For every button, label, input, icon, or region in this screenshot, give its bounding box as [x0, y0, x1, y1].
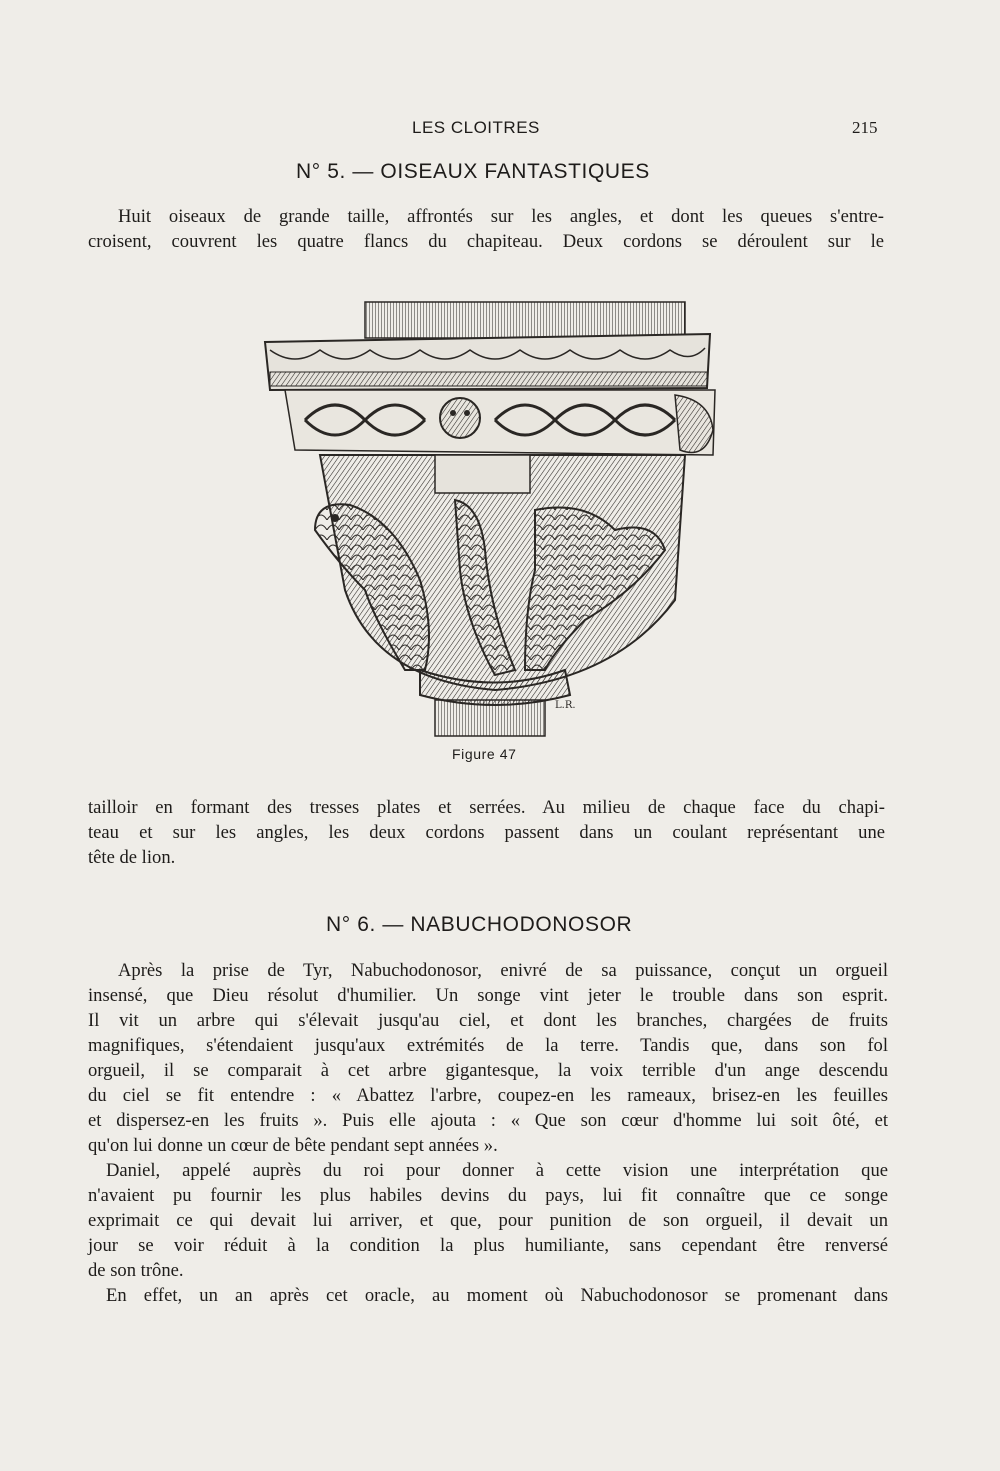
engraver-signature: L.R.	[555, 700, 576, 711]
section-6-paragraph-2	[88, 1158, 888, 1283]
text-line: de son trône.	[88, 1260, 184, 1281]
text-line: tailloir en formant des tresses plates et serrées. Au milieu de chaque face du chapi-	[88, 797, 885, 818]
text-line: Daniel, appelé auprès du roi pour donner à cette vision une interprétation que	[106, 1160, 888, 1181]
section-6-paragraph-1	[88, 958, 888, 1158]
section-6-title: N° 6. — NABUCHODONOSOR	[326, 913, 633, 936]
text-line: orgueil, il se comparait à cet arbre gigantesque, la voix terrible d'un ange descendu	[88, 1060, 888, 1081]
figure-caption: Figure 47	[452, 746, 517, 762]
text-line: qu'on lui donne un cœur de bête pendant sept années ».	[88, 1135, 498, 1156]
text-line: Il vit un arbre qui s'élevait jusqu'au ciel, et dont les branches, chargées de fruits	[88, 1010, 888, 1031]
text-line: jour se voir réduit à la condition la plus humiliante, sans cependant être renversé	[88, 1235, 888, 1256]
page-number: 215	[852, 118, 878, 137]
running-head	[0, 118, 1000, 142]
text-line: Huit oiseaux de grande taille, affrontés sur les angles, et dont les queues s'entre-	[118, 206, 884, 227]
capital-engraving	[255, 290, 725, 740]
capital-engraving-image	[255, 290, 725, 740]
section-6-paragraph-3	[88, 1283, 888, 1308]
text-line: magnifiques, s'étendaient jusqu'aux extrémités de la terre. Tandis que, dans son fol	[88, 1035, 888, 1056]
running-title: LES CLOITRES	[412, 118, 540, 137]
text-line: teau et sur les angles, les deux cordons passent dans un coulant représentant une	[88, 822, 885, 843]
text-line: En effet, un an après cet oracle, au moment où Nabuchodonosor se promenant dans	[106, 1285, 888, 1306]
text-line: n'avaient pu fournir les plus habiles devins du pays, lui fit connaître que ce songe	[88, 1185, 888, 1206]
text-line: insensé, que Dieu résolut d'humilier. Un songe vint jeter le trouble dans son esprit.	[88, 985, 888, 1006]
text-line: exprimait ce qui devait lui arriver, et que, pour punition de son orgueil, il devait un	[88, 1210, 888, 1231]
text-line: croisent, couvrent les quatre flancs du chapiteau. Deux cordons se déroulent sur le	[88, 231, 884, 252]
text-line: tête de lion.	[88, 847, 176, 868]
section-5-title: N° 5. — OISEAUX FANTASTIQUES	[296, 160, 650, 183]
text-line: et dispersez-en les fruits ». Puis elle ajouta : « Que son cœur d'homme lui soit ôté, et	[88, 1110, 888, 1131]
text-line: Après la prise de Tyr, Nabuchodonosor, enivré de sa puissance, conçut un orgueil	[118, 960, 888, 981]
section-5-intro	[88, 204, 884, 254]
text-line: du ciel se fit entendre : « Abattez l'arbre, coupez-en les rameaux, brisez-en les feuilles	[88, 1085, 888, 1106]
section-5-description	[88, 795, 885, 870]
